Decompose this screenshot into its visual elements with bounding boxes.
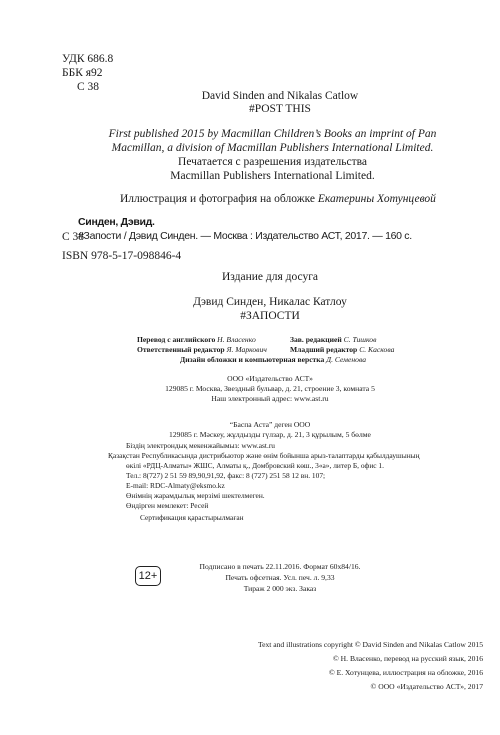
bbk-code: ББК я92 <box>62 67 103 79</box>
chief-editor-label: Зав. редакцией <box>290 335 344 344</box>
copyright-line-3: © Е. Хотунцева, иллюстрация на обложке, 2016 <box>328 668 483 677</box>
kz-address: 129085 г. Мәскеу, жұлдызды гүлзар, д. 21, 3 құрылым, 5 бөлме <box>169 430 371 439</box>
english-title: #POST THIS <box>249 103 311 115</box>
record-description: #Запости / Дэвид Синден. — Москва : Издательство АСТ, 2017. — 160 с. <box>78 230 412 242</box>
permission-line-2: Macmillan Publishers International Limited. <box>170 170 375 182</box>
design-label: Дизайн обложки и компьютерная верстка <box>180 355 327 364</box>
kz-certification: Сертификация қарастырылмаған <box>140 513 244 522</box>
russian-authors: Дэвид Синден, Никалас Катлоу <box>193 296 347 308</box>
print-type: Печать офсетная. Усл. печ. л. 9,33 <box>225 573 335 582</box>
permission-line-1: Печатается с разрешения издательства <box>178 156 367 168</box>
resp-editor-name: Я. Маркович <box>226 345 267 354</box>
translator-credit <box>137 335 256 345</box>
copyright-line-1: Text and illustrations copyright © David Sinden and Nikalas Catlow 2015 <box>257 640 483 649</box>
first-published-line-2: Macmillan, a division of Macmillan Publishers International Limited. <box>111 142 434 154</box>
edition-type: Издание для досуга <box>221 271 319 283</box>
kz-email-rdc: E-mail: RDC-Almaty@eksmo.kz <box>126 481 225 490</box>
cover-art-credit <box>120 192 436 206</box>
copyright-line-2: © Н. Власенко, перевод на русский язык, 2016 <box>333 654 483 663</box>
age-rating-badge: 12+ <box>135 566 161 586</box>
kz-publisher-name: “Баспа Аста” деген ООО <box>229 420 311 429</box>
translator-name: Н. Власенко <box>217 335 256 344</box>
chief-editor-name: С. Тишков <box>343 335 377 344</box>
chief-editor-credit <box>290 335 376 345</box>
udk-code: УДК 686.8 <box>62 53 114 65</box>
publisher-email: Наш электронный адрес: www.ast.ru <box>211 394 329 403</box>
english-authors: David Sinden and Nikalas Catlow <box>201 90 359 102</box>
junior-editor-credit <box>290 345 394 355</box>
design-name: Д. Семенова <box>326 355 366 364</box>
resp-editor-label: Ответственный редактор <box>137 345 227 354</box>
kz-phone: Тел.: 8(727) 2 51 59 89,90,91,92, факс: 8 (727) 251 58 12 вн. 107; <box>126 471 326 480</box>
record-author: Синден, Дэвид. <box>78 216 155 228</box>
russian-title: #ЗАПОСТИ <box>240 310 300 322</box>
kz-distributor-line-1: Қазақстан Республикасында дистрибьютор және өнім бойынша арыз-талаптарды қабылдаушының <box>108 451 420 460</box>
kz-email: Біздің электрондық мекенжайымыз: www.ast.ru <box>126 441 275 450</box>
kz-shelf-life: Өнімнің жарамдылық мерзімі шектелмеген. <box>126 491 265 500</box>
print-run: Тираж 2 000 экз. Заказ <box>243 584 317 593</box>
translator-label: Перевод с английского <box>137 335 218 344</box>
isbn: ISBN 978-5-17-098846-4 <box>62 250 182 262</box>
junior-editor-label: Младший редактор <box>290 345 360 354</box>
first-published-line-1: First published 2015 by Macmillan Children’s Books an imprint of Pan <box>108 128 437 140</box>
design-credit <box>180 355 366 365</box>
author-sign-code: С 38 <box>77 81 100 93</box>
cover-art-label: Иллюстрация и фотография на обложке <box>120 193 318 205</box>
junior-editor-name: С. Каскова <box>359 345 395 354</box>
publisher-address: 129085 г. Москва, Звездный бульвар, д. 21, строение 3, комната 5 <box>165 384 375 393</box>
record-code: С 38 <box>62 231 85 243</box>
cover-art-artist: Екатерины Хотунцевой <box>317 193 436 205</box>
resp-editor-credit <box>137 345 267 355</box>
copyright-line-4: © ООО «Издательство АСТ», 2017 <box>370 682 483 691</box>
kz-country: Өндірген мемлекет: Ресей <box>126 501 209 510</box>
print-signed: Подписано в печать 22.11.2016. Формат 60х84/16. <box>199 562 361 571</box>
kz-distributor-line-2: өкілі «РДЦ-Алматы» ЖШС, Алматы қ., Домбровский көш., 3«а», литер Б, офис 1. <box>126 461 384 470</box>
publisher-name: ООО «Издательство АСТ» <box>227 374 313 383</box>
